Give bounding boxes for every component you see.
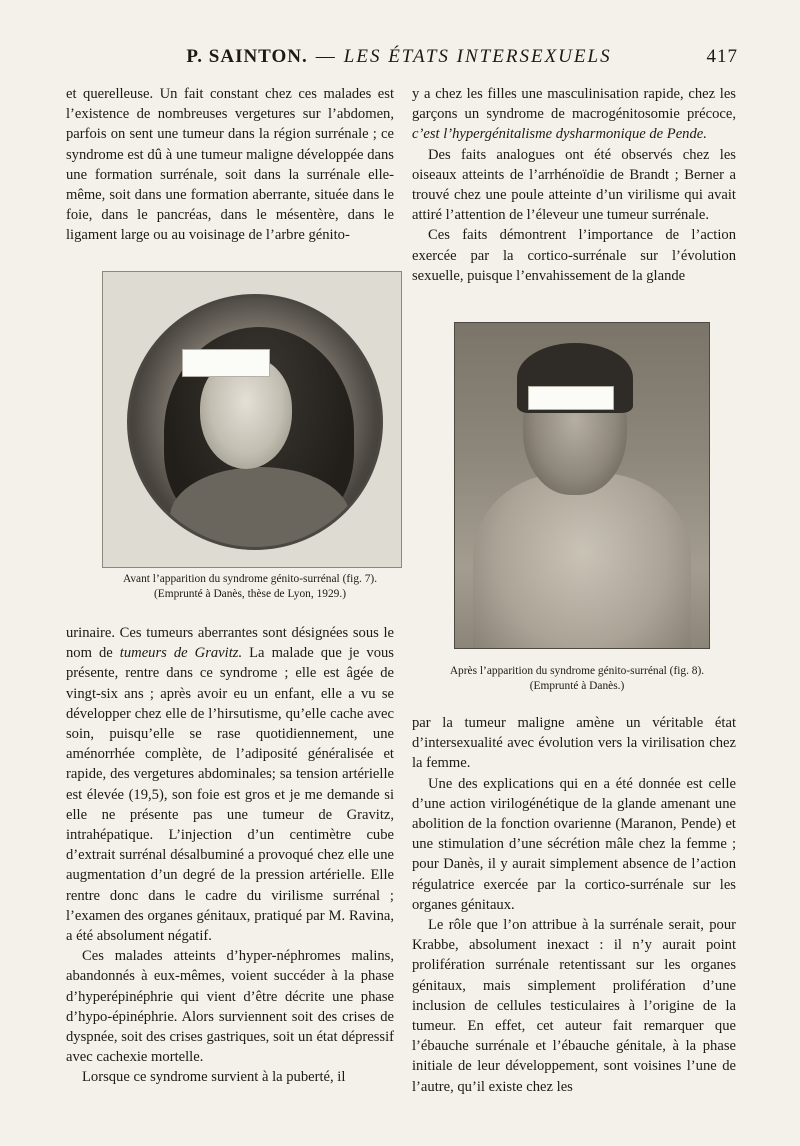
- header-dash: —: [315, 46, 336, 67]
- figure-8-caption: [412, 664, 742, 694]
- figure-7-photo: [102, 271, 402, 568]
- paragraph: Ces faits démontrent l’importance de l’action exercée par la cortico-surrénale sur l’évolution sexuelle, puisque l’envahissement de la glande: [412, 227, 736, 284]
- caption-line: Avant l’apparition du syndrome génito-surrénal (fig. 7).: [122, 573, 378, 585]
- left-column-top: [66, 84, 394, 246]
- figure-7-caption: [70, 572, 430, 602]
- running-header: [60, 46, 738, 76]
- caption-line: Après l’apparition du syndrome génito-surrénal (fig. 8).: [449, 665, 705, 677]
- paragraph: par la tumeur maligne amène un véritable état d’intersexualité avec évolution vers la virilisation chez la femme.: [412, 715, 736, 772]
- paragraph: Le rôle que l’on attribue à la surrénale serait, pour Krabbe, absolument inexact : il n’y aurait point prolifération surrénale retentissant sur les organes génitaux, mais simplement prolifération d’une inclusion de cellules testiculaires à l’origine de la tumeur. En effet, cet auteur fait remarquer que l’ébauche surrénale et l’ébauche génitale, à la phase initiale de leur développement, sont voisines l’une de l’autre, qu’il existe chez les: [412, 917, 736, 1095]
- paragraph: y a chez les filles une masculinisation rapide, chez les garçons un syndrome de macrogénitosomie précoce, c’est l’hypergénitalisme dysharmonique de Pende.: [412, 86, 736, 143]
- right-column-bottom: [412, 713, 736, 1097]
- eye-censor-bar: [182, 349, 270, 377]
- paragraph: et querelleuse. Un fait constant chez ces malades est l’existence de nombreuses vergetures sur l’abdomen, parfois on sent une tumeur dans la région surrénale ; ce syndrome est dû à une tumeur maligne développée dans une formation surrénale, soit dans la surrénale elle-même, soit dans une formation aberrante, située dans le foie, dans le pancréas, dans le mésentère, dans le ligament large ou au voisinage de l’arbre génito-: [66, 86, 394, 244]
- eye-censor-bar: [528, 386, 614, 410]
- caption-line: (Emprunté à Danès.): [529, 680, 625, 692]
- header-author: P. SAINTON.: [186, 46, 308, 67]
- figure-8-photo: [454, 322, 710, 649]
- paragraph: Des faits analogues ont été observés chez les oiseaux atteints de l’arrhénoïdie de Brandt ; Berner a trouvé chez une poule atteinte d’un virilisme qui avait attiré l’attention de l’éleveur une tumeur surrénale.: [412, 146, 736, 224]
- caption-line: (Emprunté à Danès, thèse de Lyon, 1929.): [153, 588, 346, 600]
- left-column-bottom: [66, 623, 394, 1088]
- portrait-oval: [127, 294, 383, 550]
- paragraph: urinaire. Ces tumeurs aberrantes sont désignées sous le nom de tumeurs de Gravitz. La malade que je vous présente, rentre dans ce syndrome ; elle est âgée de vingt-six ans ; après avoir eu un enfant, elle a vu se développer chez elle de l’hirsutisme, qu’elle cache avec soin, puisqu’elle se rase quotidiennement, une aménorrhée complète, de l’adiposité généralisée et rapide, des vergetures abdominales; sa tension artérielle est élevée (19,5), son foie est gros et je me demande si elle ne présente pas une tumeur de Gravitz, intrahépatique. L’injection d’un centimètre cube d’extrait surrénal désalbuminé a provoqué chez elle une augmentation d’un degré de la pression artérielle. Elle rentre donc dans le cadre du virilisme surrénal ; l’examen des organes génitaux, pratiqué par M. Ravina, a été absolument négatif.: [66, 625, 394, 945]
- paragraph: Ces malades atteints d’hyper-néphromes malins, abandonnés à eux-mêmes, voient succéder à la phase d’hyperépinéphrie qui vient d’être décrite une phase d’hypo-épinéphrie. Alors surviennent soit des crises de dyspnée, soit des crises gastriques, soit un état dépressif avec cachexie mortelle.: [66, 948, 394, 1066]
- paragraph: Une des explications qui en a été donnée est celle d’une action virilogénétique de la glande amenant une abolition de la fonction ovarienne (Maranon, Pende) et une stimulation d’une sécrétion mâle chez la femme ; pour Danès, il y aurait simplement absence de l’action régulatrice exercée par la cortico-surrénale sur les organes génitaux.: [412, 775, 736, 913]
- page-number: 417: [706, 46, 738, 67]
- right-column-top: [412, 84, 736, 286]
- paragraph: Lorsque ce syndrome survient à la puberté, il: [82, 1069, 346, 1086]
- header-title: LES ÉTATS INTERSEXUELS: [343, 46, 612, 67]
